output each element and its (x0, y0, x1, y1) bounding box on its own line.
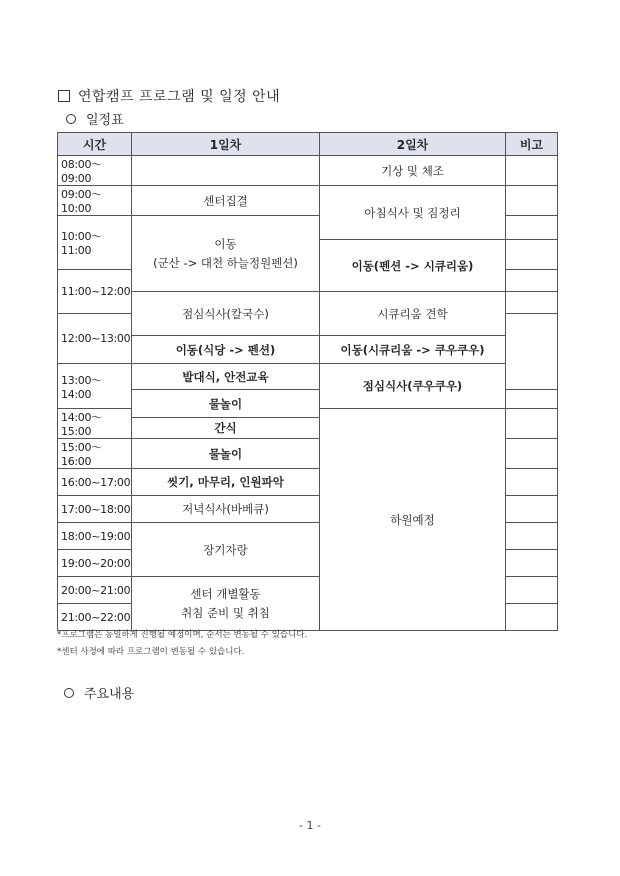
schedule-subheading (66, 109, 124, 128)
remark-cell (506, 270, 558, 292)
day1-move-bus-cell: 이동 (군산 -> 대천 하늘정원펜션) (132, 216, 320, 292)
remark-cell (506, 390, 558, 409)
day1-talent-show-cell: 장기자랑 (132, 523, 320, 577)
time-cell: 18:00~19:00 (58, 523, 132, 550)
day1-empty-cell (132, 156, 320, 186)
day2-lunch-cell: 점심식사(쿠우쿠우) (320, 364, 506, 409)
remark-cell (506, 469, 558, 496)
schedule-table (57, 132, 558, 631)
time-cell: 14:00～15:00 (58, 409, 132, 439)
time-cell: 19:00~20:00 (58, 550, 132, 577)
day1-water-play-2-cell: 물놀이 (132, 439, 320, 469)
remark-cell (506, 496, 558, 523)
day1-dinner-cell: 저녁식사(바베큐) (132, 496, 320, 523)
time-cell: 20:00~21:00 (58, 577, 132, 604)
remark-cell (506, 523, 558, 550)
section2-text: 주요내용 (84, 687, 135, 702)
subheading-text: 일정표 (86, 113, 124, 128)
document-heading (58, 86, 280, 106)
remark-cell (506, 314, 558, 390)
column-header-notes: 비고 (506, 133, 558, 156)
time-cell: 10:00～11:00 (58, 216, 132, 270)
day2-move-cuu-cell: 이동(시큐리움 -> 쿠우쿠우) (320, 336, 506, 364)
time-cell: 21:00~22:00 (58, 604, 132, 631)
main-content-subheading (64, 683, 134, 702)
day2-tour-cell: 시큐리움 견학 (320, 292, 506, 336)
remark-cell (506, 577, 558, 604)
day2-wakeup-cell: 기상 및 체조 (320, 156, 506, 186)
time-cell: 12:00~13:00 (58, 314, 132, 364)
circle-bullet-icon (64, 688, 74, 698)
heading-text: 연합캠프 프로그램 및 일정 안내 (78, 89, 281, 105)
time-cell: 09:00～10:00 (58, 186, 132, 216)
time-cell: 13:00～14:00 (58, 364, 132, 409)
remark-cell (506, 409, 558, 439)
remark-cell (506, 550, 558, 577)
time-cell: 17:00~18:00 (58, 496, 132, 523)
day1-opening-cell: 발대식, 안전교육 (132, 364, 320, 390)
remark-cell (506, 240, 558, 270)
column-header-time: 시간 (58, 133, 132, 156)
footnote: *프로그램은 동일하게 진행될 예정이며, 순서는 변동될 수 있습니다. (57, 630, 308, 640)
day2-breakfast-cell: 아침식사 및 짐정리 (320, 186, 506, 240)
time-cell: 11:00~12:00 (58, 270, 132, 314)
time-cell: 16:00~17:00 (58, 469, 132, 496)
day1-move-pension-cell: 이동(식당 -> 펜션) (132, 336, 320, 364)
day1-lunch-cell: 점심식사(칼국수) (132, 292, 320, 336)
time-cell: 08:00～09:00 (58, 156, 132, 186)
day1-wash-cell: 씻기, 마무리, 인원파악 (132, 469, 320, 496)
footnote: *센터 사정에 따라 프로그램이 변동될 수 있습니다. (57, 647, 245, 657)
page-number: - 1 - (299, 819, 321, 832)
remark-cell (506, 292, 558, 314)
circle-bullet-icon (66, 114, 76, 124)
column-header-day1: 1일차 (132, 133, 320, 156)
day1-water-play-cell: 물놀이 (132, 390, 320, 418)
time-cell: 15:00～16:00 (58, 439, 132, 469)
day1-gathering-cell: 센터집결 (132, 186, 320, 216)
remark-cell (506, 439, 558, 469)
day1-activity-cell: 센터 개별활동 취침 준비 및 취침 (132, 577, 320, 631)
checkbox-square-icon (58, 90, 70, 102)
day2-departure-cell: 하원예정 (320, 409, 506, 631)
remark-cell (506, 186, 558, 216)
remark-cell (506, 604, 558, 631)
column-header-day2: 2일차 (320, 133, 506, 156)
day1-snack-cell: 간식 (132, 418, 320, 439)
day2-move-security-cell: 이동(펜션 -> 시큐리움) (320, 240, 506, 292)
remark-cell (506, 156, 558, 186)
remark-cell (506, 216, 558, 240)
